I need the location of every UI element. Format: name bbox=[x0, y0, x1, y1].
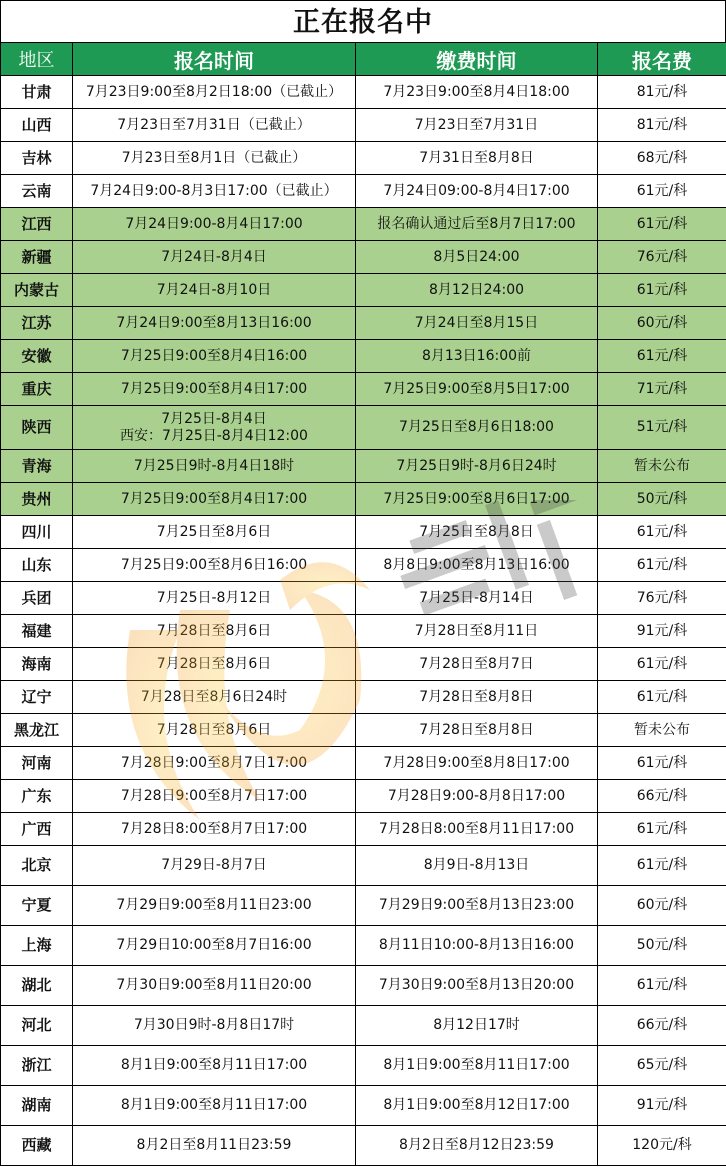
cell-signup-time: 7月28日至8月6日 bbox=[73, 648, 356, 681]
cell-region: 吉林 bbox=[1, 142, 73, 175]
table-row bbox=[1, 615, 726, 648]
cell-region: 陕西 bbox=[1, 406, 73, 450]
cell-payment-time: 7月31日至8月8日 bbox=[356, 142, 598, 175]
cell-fee: 61元/科 bbox=[598, 846, 726, 886]
cell-payment-time: 7月29日9:00至8月13日23:00 bbox=[356, 886, 598, 926]
cell-payment-time: 7月25日至8月8日 bbox=[356, 516, 598, 549]
table-row bbox=[1, 241, 726, 274]
table-row bbox=[1, 582, 726, 615]
table-row bbox=[1, 516, 726, 549]
table-row bbox=[1, 886, 726, 926]
cell-payment-time: 7月28日至8月11日 bbox=[356, 615, 598, 648]
cell-fee: 61元/科 bbox=[598, 175, 726, 208]
cell-signup-time: 8月2日至8月11日23:59 bbox=[73, 1126, 356, 1166]
cell-region: 兵团 bbox=[1, 582, 73, 615]
cell-signup-time: 8月1日9:00至8月11日17:00 bbox=[73, 1046, 356, 1086]
cell-signup-time: 7月30日9:00至8月11日20:00 bbox=[73, 966, 356, 1006]
table-row bbox=[1, 340, 726, 373]
cell-payment-time: 7月23日至7月31日 bbox=[356, 109, 598, 142]
cell-payment-time: 7月25日9:00至8月5日17:00 bbox=[356, 373, 598, 406]
cell-region: 山东 bbox=[1, 549, 73, 582]
cell-fee: 68元/科 bbox=[598, 142, 726, 175]
registration-table bbox=[0, 42, 726, 1166]
cell-fee: 50元/科 bbox=[598, 926, 726, 966]
cell-fee: 61元/科 bbox=[598, 681, 726, 714]
cell-region: 海南 bbox=[1, 648, 73, 681]
header-payment-time: 缴费时间 bbox=[356, 43, 598, 76]
cell-payment-time: 7月28日9:00-8月8日17:00 bbox=[356, 780, 598, 813]
table-body bbox=[1, 76, 726, 1166]
cell-payment-time: 8月5日24:00 bbox=[356, 241, 598, 274]
cell-region: 广西 bbox=[1, 813, 73, 846]
cell-fee: 61元/科 bbox=[598, 813, 726, 846]
cell-fee: 61元/科 bbox=[598, 274, 726, 307]
cell-fee: 91元/科 bbox=[598, 615, 726, 648]
cell-fee: 91元/科 bbox=[598, 1086, 726, 1126]
table-row bbox=[1, 1126, 726, 1166]
table-row bbox=[1, 747, 726, 780]
cell-payment-time: 8月12日17时 bbox=[356, 1006, 598, 1046]
cell-signup-time: 7月25日9时-8月4日18时 bbox=[73, 450, 356, 483]
cell-payment-time: 7月24日至8月15日 bbox=[356, 307, 598, 340]
cell-signup-time: 7月25日9:00至8月6日16:00 bbox=[73, 549, 356, 582]
cell-fee: 65元/科 bbox=[598, 1046, 726, 1086]
cell-signup-time: 7月28日8:00至8月7日17:00 bbox=[73, 813, 356, 846]
table-row bbox=[1, 926, 726, 966]
cell-payment-time: 7月25日9:00至8月6日17:00 bbox=[356, 483, 598, 516]
table-row bbox=[1, 1046, 726, 1086]
cell-signup-time: 7月25日至8月6日 bbox=[73, 516, 356, 549]
cell-region: 辽宁 bbox=[1, 681, 73, 714]
cell-region: 新疆 bbox=[1, 241, 73, 274]
cell-region: 福建 bbox=[1, 615, 73, 648]
table-row bbox=[1, 966, 726, 1006]
cell-region: 北京 bbox=[1, 846, 73, 886]
cell-fee: 61元/科 bbox=[598, 516, 726, 549]
table-row bbox=[1, 307, 726, 340]
cell-fee: 61元/科 bbox=[598, 747, 726, 780]
table-row bbox=[1, 175, 726, 208]
cell-fee: 120元/科 bbox=[598, 1126, 726, 1166]
cell-payment-time: 7月23日9:00至8月4日18:00 bbox=[356, 76, 598, 109]
cell-signup-time: 7月24日-8月4日 bbox=[73, 241, 356, 274]
cell-payment-time: 8月13日16:00前 bbox=[356, 340, 598, 373]
cell-fee: 66元/科 bbox=[598, 780, 726, 813]
table-row bbox=[1, 846, 726, 886]
cell-signup-time-line: 7月25日-8月4日 bbox=[161, 410, 267, 427]
cell-region: 上海 bbox=[1, 926, 73, 966]
cell-region: 甘肃 bbox=[1, 76, 73, 109]
cell-region: 贵州 bbox=[1, 483, 73, 516]
cell-region: 湖北 bbox=[1, 966, 73, 1006]
cell-region: 湖南 bbox=[1, 1086, 73, 1126]
table-row bbox=[1, 648, 726, 681]
table-row bbox=[1, 109, 726, 142]
cell-fee: 66元/科 bbox=[598, 1006, 726, 1046]
cell-region: 河南 bbox=[1, 747, 73, 780]
cell-fee: 76元/科 bbox=[598, 241, 726, 274]
cell-region: 江西 bbox=[1, 208, 73, 241]
cell-fee: 61元/科 bbox=[598, 340, 726, 373]
cell-payment-time: 7月25日9时-8月6日24时 bbox=[356, 450, 598, 483]
cell-signup-time: 7月24日9:00-8月4日17:00 bbox=[73, 208, 356, 241]
cell-signup-time: 7月30日9时-8月8日17时 bbox=[73, 1006, 356, 1046]
cell-signup-time: 7月25日9:00至8月4日17:00 bbox=[73, 373, 356, 406]
cell-fee: 50元/科 bbox=[598, 483, 726, 516]
header-signup-time: 报名时间 bbox=[73, 43, 356, 76]
cell-signup-time: 7月24日9:00-8月3日17:00（已截止） bbox=[73, 175, 356, 208]
cell-signup-time: 7月25日-8月12日 bbox=[73, 582, 356, 615]
table-row bbox=[1, 274, 726, 307]
cell-fee: 61元/科 bbox=[598, 648, 726, 681]
table-row bbox=[1, 1006, 726, 1046]
cell-region: 四川 bbox=[1, 516, 73, 549]
table-row bbox=[1, 813, 726, 846]
cell-payment-time: 8月9日-8月13日 bbox=[356, 846, 598, 886]
cell-signup-time: 7月24日9:00至8月13日16:00 bbox=[73, 307, 356, 340]
table-row bbox=[1, 714, 726, 747]
cell-signup-time: 7月23日至7月31日（已截止） bbox=[73, 109, 356, 142]
cell-payment-time: 8月1日9:00至8月11日17:00 bbox=[356, 1046, 598, 1086]
page-title: 正在报名中 bbox=[0, 0, 726, 42]
cell-fee: 81元/科 bbox=[598, 76, 726, 109]
table-row bbox=[1, 681, 726, 714]
cell-payment-time: 8月11日10:00-8月13日16:00 bbox=[356, 926, 598, 966]
cell-payment-time: 7月24日09:00-8月4日17:00 bbox=[356, 175, 598, 208]
cell-signup-time: 7月28日至8月6日 bbox=[73, 714, 356, 747]
table-row bbox=[1, 142, 726, 175]
cell-region: 宁夏 bbox=[1, 886, 73, 926]
table-row bbox=[1, 406, 726, 450]
cell-fee: 60元/科 bbox=[598, 307, 726, 340]
cell-payment-time: 8月12日24:00 bbox=[356, 274, 598, 307]
cell-payment-time: 7月28日9:00至8月8日17:00 bbox=[356, 747, 598, 780]
cell-signup-time-line: 西安：7月25日-8月4日12:00 bbox=[120, 427, 308, 444]
table-row bbox=[1, 450, 726, 483]
cell-region: 江苏 bbox=[1, 307, 73, 340]
cell-fee: 暂未公布 bbox=[598, 714, 726, 747]
header-region: 地区 bbox=[1, 43, 73, 76]
table-row bbox=[1, 483, 726, 516]
cell-payment-time: 7月30日9:00至8月13日20:00 bbox=[356, 966, 598, 1006]
cell-region: 浙江 bbox=[1, 1046, 73, 1086]
cell-payment-time: 报名确认通过后至8月7日17:00 bbox=[356, 208, 598, 241]
cell-region: 云南 bbox=[1, 175, 73, 208]
cell-signup-time: 7月29日9:00至8月11日23:00 bbox=[73, 886, 356, 926]
cell-fee: 61元/科 bbox=[598, 966, 726, 1006]
cell-signup-time: 7月23日至8月1日（已截止） bbox=[73, 142, 356, 175]
cell-fee: 暂未公布 bbox=[598, 450, 726, 483]
cell-fee: 76元/科 bbox=[598, 582, 726, 615]
table-row bbox=[1, 208, 726, 241]
cell-region: 河北 bbox=[1, 1006, 73, 1046]
cell-region: 黑龙江 bbox=[1, 714, 73, 747]
cell-payment-time: 7月28日至8月8日 bbox=[356, 714, 598, 747]
cell-payment-time: 7月28日至8月8日 bbox=[356, 681, 598, 714]
cell-fee: 51元/科 bbox=[598, 406, 726, 450]
cell-region: 山西 bbox=[1, 109, 73, 142]
cell-payment-time: 7月25日至8月6日18:00 bbox=[356, 406, 598, 450]
cell-region: 广东 bbox=[1, 780, 73, 813]
cell-signup-time: 7月29日-8月7日 bbox=[73, 846, 356, 886]
cell-payment-time: 8月2日至8月12日23:59 bbox=[356, 1126, 598, 1166]
table-row bbox=[1, 549, 726, 582]
cell-signup-time: 7月28日9:00至8月7日17:00 bbox=[73, 747, 356, 780]
cell-signup-time: 7月25日9:00至8月4日17:00 bbox=[73, 483, 356, 516]
cell-payment-time: 8月1日9:00至8月12日17:00 bbox=[356, 1086, 598, 1126]
cell-payment-time: 7月28日8:00至8月11日17:00 bbox=[356, 813, 598, 846]
cell-signup-time: 7月28日9:00至8月7日17:00 bbox=[73, 780, 356, 813]
cell-region: 重庆 bbox=[1, 373, 73, 406]
cell-signup-time: 7月29日10:00至8月7日16:00 bbox=[73, 926, 356, 966]
table-row bbox=[1, 373, 726, 406]
header-fee: 报名费 bbox=[598, 43, 726, 76]
cell-region: 西藏 bbox=[1, 1126, 73, 1166]
cell-signup-time: 7月28日至8月6日24时 bbox=[73, 681, 356, 714]
cell-signup-time: 7月24日-8月10日 bbox=[73, 274, 356, 307]
cell-signup-time: 7月28日至8月6日 bbox=[73, 615, 356, 648]
cell-payment-time: 7月25日-8月14日 bbox=[356, 582, 598, 615]
table-row bbox=[1, 76, 726, 109]
cell-region: 内蒙古 bbox=[1, 274, 73, 307]
cell-region: 青海 bbox=[1, 450, 73, 483]
cell-signup-time: 7月25日9:00至8月4日16:00 bbox=[73, 340, 356, 373]
cell-fee: 60元/科 bbox=[598, 886, 726, 926]
cell-payment-time: 7月28日至8月7日 bbox=[356, 648, 598, 681]
cell-fee: 61元/科 bbox=[598, 208, 726, 241]
cell-signup-time bbox=[73, 406, 356, 450]
cell-fee: 71元/科 bbox=[598, 373, 726, 406]
cell-signup-time: 8月1日9:00至8月11日17:00 bbox=[73, 1086, 356, 1126]
cell-fee: 61元/科 bbox=[598, 549, 726, 582]
cell-signup-time: 7月23日9:00至8月2日18:00（已截止） bbox=[73, 76, 356, 109]
cell-region: 安徽 bbox=[1, 340, 73, 373]
cell-payment-time: 8月8日9:00至8月13日16:00 bbox=[356, 549, 598, 582]
cell-fee: 81元/科 bbox=[598, 109, 726, 142]
table-header-row bbox=[1, 43, 726, 76]
table-row bbox=[1, 780, 726, 813]
table-row bbox=[1, 1086, 726, 1126]
